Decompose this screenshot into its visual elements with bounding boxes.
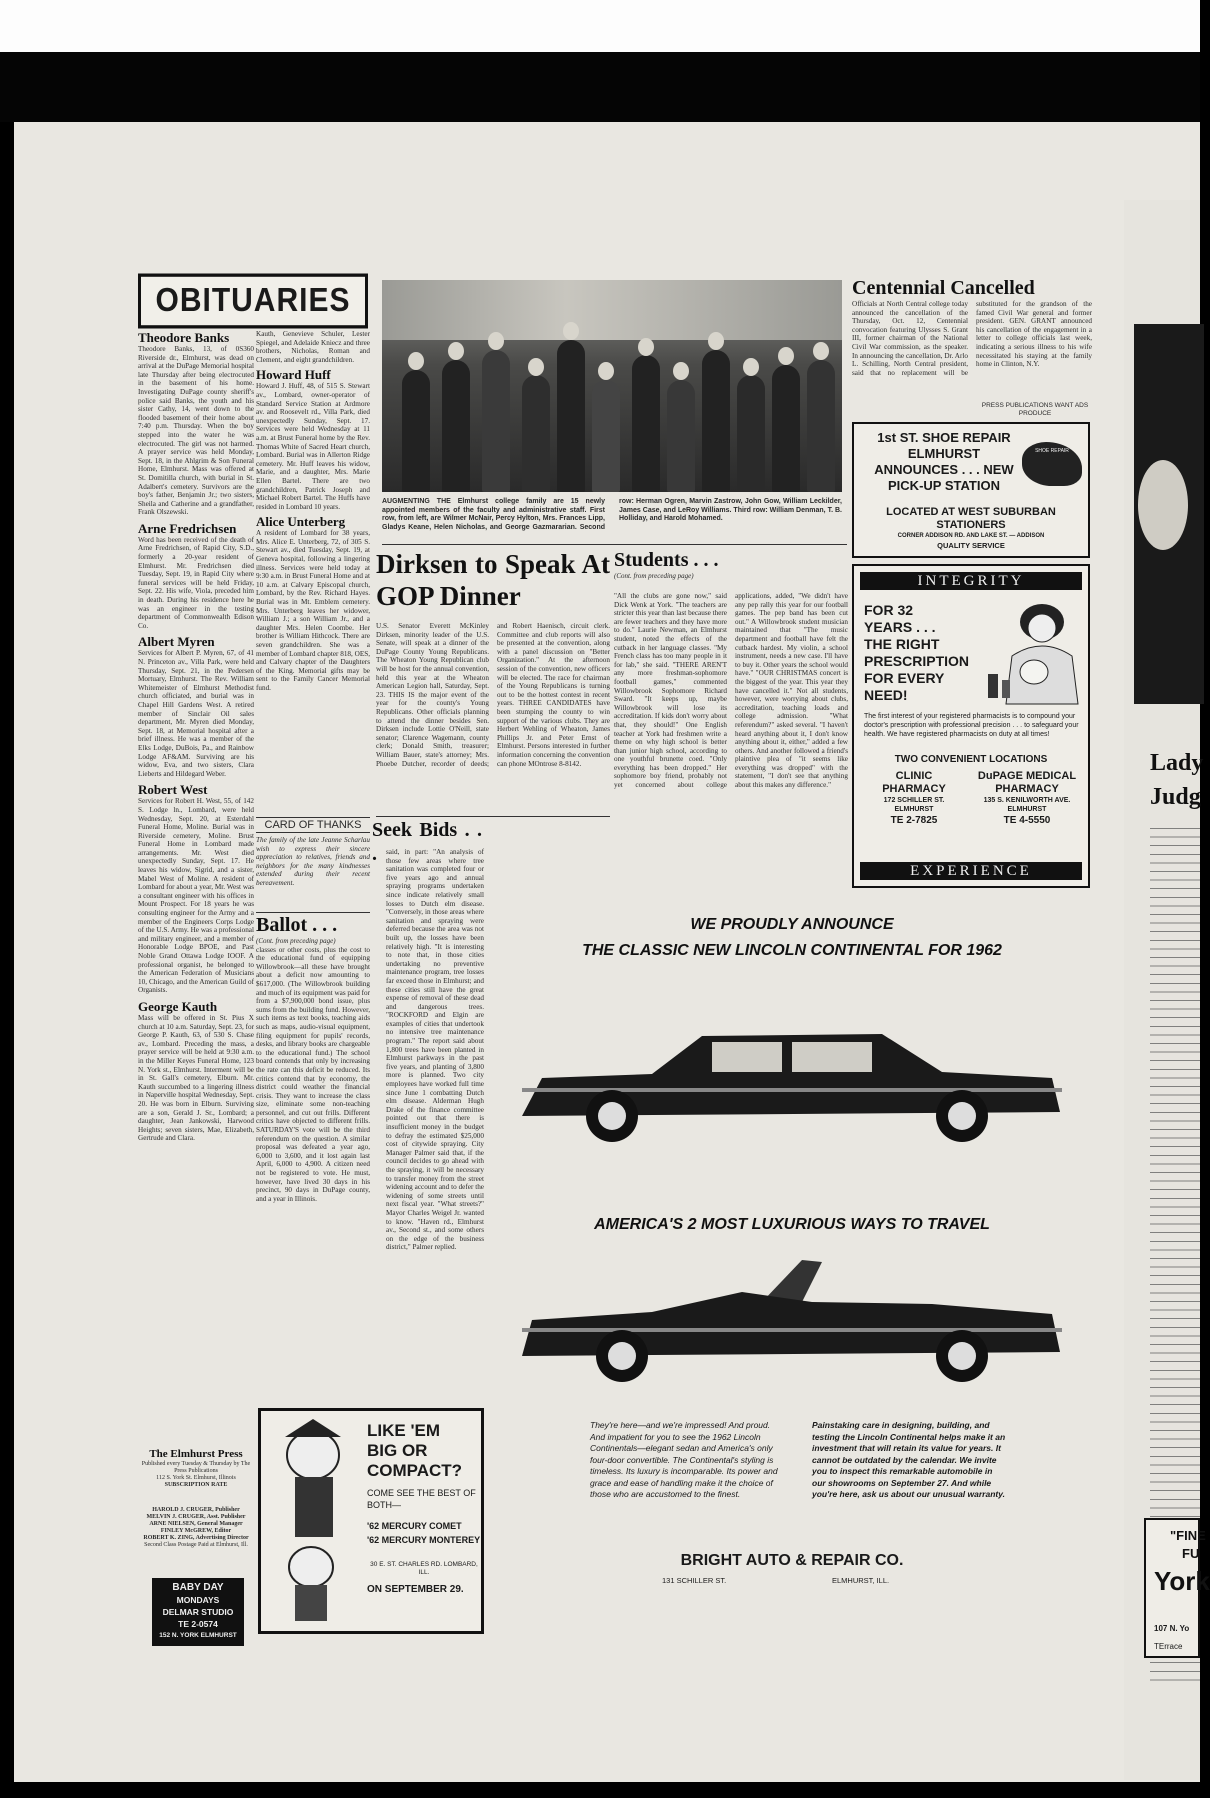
photo-face [598,362,614,380]
photo-person [702,350,730,492]
dirksen-headline-block [376,548,610,612]
obit-name-alice: Alice Unterberg [256,514,346,530]
faculty-photo [382,280,842,492]
photo-face [743,358,759,376]
ballot-cont: (Cont. from preceding page) [256,937,336,945]
mercury-ad-line2: BIG OR [367,1441,428,1460]
masthead-line2: 112 S. York St. Elmhurst, Illinois [156,1475,236,1481]
baby-day-address: 152 N. YORK ELMHURST [159,1632,237,1639]
photo-face [673,362,689,380]
seek-bids-article: said, in part: "An analysis of those few areas where tree sanitation was completed four or five years ago and annual spraying programs undertaken since indicate relatively small losses to Dutch elm disease. "Conversely, in those areas where sanitation and spraying were deferred because the area was not built up, the losses have been relatively high. "It is interesting to note that, in those cities undertaking no preventive maintenance program, tree losses far exceed those in Elmhurst; and these cities still have the great expense of removal of these dead and dangerous trees. "ROCKFORD and Elgin are examples of cities that undertook no intensive tree maintenance program." The report said about 1,800 trees have been planted in Elmhurst parkways in the past five years, and planting of 3,800 more is planned. Two city employees have worked full time since June 1 combatting Dutch elm disease. Alderman Hugh Drake of the finance committee pointed out that there is insufficient money in the budget to defray the estimated $25,000 cost of citywide spraying. City Manager Palmer said that, if the council decides to go ahead with the spraying, it will be necessary to transfer money from the street widening account and to defer the widening of some streets until next fiscal year. "What streets?" Mayor Charles Weigel Jr. wanted to know. "Haven rd., Elmhurst av., Second st., and some others on the edge of the business district," Palmer replied. [386,848,484,1252]
obit-text-howard: Howard J. Huff, 48, of 515 S. Stewart av., Lombard, owner-operator of Standard Service Station at Ardmore av. and Roosevelt rd., Villa Park, died unexpectedly Sunday, Sept. 17. Services were held Wednesday at 11 a.m. at Brust Funeral home by the Rev. Thomas White of Sacred Heart church, Lombard. Burial was in Allerton Ridge cemetery. Mr. Huff leaves his widow, Marie, and a daughter, Mrs. Marie Ellen Bartel. There are two grandchildren, Patrick Joseph and Michael Robert Bartel. The Huffs have resided in Lombard 10 years. [256,382,370,511]
photo-face [448,342,464,360]
shoe-ad-location: LOCATED AT WEST SUBURBAN STATIONERS [886,506,1056,531]
ballot-text: classes or other costs, plus the cost to the educational fund of equipping Willowbrook—all these have brought about a deficit now amounting to $617,000. (The Willowbrook building and much of its equipment was paid for from a $7,900,000 bond issue, plus sums from the building fund. However, such items as text books, teaching aids such as maps, audio-visual equipment, filing equipment for pupils' records, desks, and library books are chargeable to the educational fund.) The school board contends that only by increasing the rate can this deficit be reduced. Its critics contend that by economy, the district could weather the financial crisis. They want to increase the class size, eliminate some non-teaching personnel, and cut out frills. Different critics have objected to different frills. SATURDAY'S vote will be the third referendum on the question. A similar proposal was defeated a year ago, 6,000 to 3,600, and it lost again last April, 6,000 to 4,900. A citizen need not be registered to vote. He must, however, have lived 30 days in his precinct, 90 days in DuPage county, and a year in Illinois. [256,945,370,1203]
lincoln-convertible-icon [512,1252,1072,1382]
photo-face [638,338,654,356]
masthead-line1: Published every Tuesday & Thursday by The Press Publications [141,1461,251,1474]
obit-text-albert: Services for Albert P. Myren, 67, of 41 N. Princeton av., Villa Park, were held Thursday, Sept. 21, in the Pedersen Mortuary, Elmhurst. The Rev. William Whitemeister of Elmhurst Methodist church officiated, and burial was in Chapel Hill Gardens West. A retired member of Sinclair Oil sales department, Mr. Myren died Monday, Sept. 18, at Memorial hospital after a brief illness. He was a member of the Elks Lodge, DuBois, Pa., and Rainbow Lodge AF&AM. Surviving are his widow, Eva, and two sisters, Clara Lieberts and Hildegard Weber. [138,649,254,778]
photo-person [772,365,800,492]
mother-child-illustration-icon [982,596,1086,706]
obit-text-arne: Word has been received of the death of Arne Fredrichsen, of Rapid City, S.D., formerly a 20-year resident of Elmhurst. Mr. Fredrichsen died Tuesday, Sept. 19, in Rapid City where funeral services will be held Friday, Sept. 22. His wife, Viola, preceded him in death. During his residence here he was an engineer in the testing department of Commonwealth Edison Co. [138,535,254,630]
card-of-thanks-text: The family of the late Jeanne Scharlau wish to express their sincere appreciation to relatives, friends and neighbors for the many kindnesses extended during their recent bereavement. [256,836,370,887]
shoe-ad-quality: QUALITY SERVICE [937,541,1005,550]
masthead [138,1448,254,1578]
photo-face [528,358,544,376]
masthead-ad-director: ROBERT K. ZING, Advertising Director [143,1535,249,1541]
adjacent-photo-face [1138,460,1188,550]
seek-bids-headline: Seek Bids . . . [372,819,482,865]
lincoln-dealer-name: BRIGHT AUTO & REPAIR CO. [680,1552,904,1569]
pharmacy-locations: TWO CONVENIENT LOCATIONS [894,754,1048,765]
adjacent-ad-fine: "FINE [1170,1528,1206,1543]
centennial-article [852,276,1092,416]
lincoln-ad-left-text: They're here—and we're impressed! And proud. And impatient for you to see the 1962 Lincoln Continentals—elegant sedan and America's only four-door convertible. The Continental's styling is timeless. Its luxury is incomparable. Its power and grace and ease of handling make it the choice of those who are accustomed to the finest. [590,1420,778,1499]
dirksen-article: U.S. Senator Everett McKinley Dirksen, minority leader of the U.S. Senate, will speak at a dinner of the DuPage County Young Republicans. The Wheaton Young Republican club will be host for the annual convention, held this year at the Wheaton American Legion hall, Saturday, Sept. 23. THIS IS the major event of the year for the county's Young Republicans. Other officials planning to attend the dinner besides Sen. Dirksen include Lottie O'Neill, state senator; Clarence Wagemann, county clerk; Donald Smith, treasurer; William Bauer, state's attorney; Mrs. Phoebe Dutcher, recorder of deeds; and Robert Haenisch, circuit clerk. Committee and club reports will also be presented at the convention, along with a panel discussion on "Better Organization." At the afternoon session of the convention, new officers will be elected. The race for chairman of the Young Republicans is turning out to be the hottest contest in recent years. THREE CANDIDATES have been stumping the county to win support of the various clubs. They are Herbert Wehling of Wheaton, James Phillips Jr. and Peter Ernst of Elmhurst. Persons interested in further information concerning the convention can phone MOntrose 8-8142. [376,622,610,768]
shoe-ad-line4: PICK-UP STATION [888,478,1000,493]
clinic-pharmacy-city: ELMHURST [894,806,934,813]
mercury-ad-line3: COMPACT? [367,1461,463,1480]
photo-caption: AUGMENTING THE Elmhurst college family are 15 newly appointed members of the faculty and administrative staff. First row, from left, are Wilmer McNair, Percy Hylton, Mrs. Frances Lipp, Gladys Keane, Helen Nicholas, and George Gazmararian. Second row: Herman Ogren, Marvin Zastrow, John Gow, William Leckilder, James Case, and LeRoy Williams. Third row: William Denman, T. B. Holliday, and Harold Mohamed. [382,498,842,531]
photo-person [807,360,835,492]
adjacent-ad-york: York [1154,1566,1210,1596]
students-headline: Students . . . [614,549,719,571]
card-of-thanks [256,817,370,913]
lincoln-ad-right-text: Painstaking care in designing, building, and testing the Lincoln Continental helps make it an investment that will retain its value for years. It cannot be outdated by the calendar. We invite you to inspect this remarkable automobile in our showrooms on September 27. And while you're here, ask us about our unusual warranty. [812,1420,1006,1499]
mercury-ad-monterey: '62 MERCURY MONTEREY [367,1535,481,1545]
masthead-editor: FINLEY McGREW, Editor [160,1528,232,1534]
photo-person [522,375,550,492]
obit-name-albert: Albert Myren [138,634,215,650]
photo-person [592,380,620,492]
masthead-postage: Second Class Postage Paid at Elmhurst, Ill. [144,1542,248,1548]
pharmacy-line3: THE RIGHT [864,636,940,652]
scan-black-band [0,52,1200,122]
obituaries-banner-text: OBITUARIES [155,282,351,319]
baby-day-line2: MONDAYS [176,1595,220,1605]
baby-day-phone: TE 2-0574 [178,1619,218,1629]
obit-text-kauth-cont: Kauth, Genevieve Schuler, Lester Spiegel, and Adelaide Kniecz and three brothers, Nicholas, Roman and Clement, and eight grandchildren. [256,330,370,364]
adjacent-ad-phone: TErrace [1154,1642,1183,1651]
pharmacy-integrity-banner: INTEGRITY [860,572,1082,590]
shoe-repair-ad [852,422,1090,558]
photo-face [813,342,829,360]
cartoon-kids-illustration-icon [265,1417,361,1623]
dupage-pharmacy-name: DuPAGE MEDICAL PHARMACY [977,770,1077,795]
masthead-publisher: HAROLD J. CRUGER, Publisher [152,1507,240,1513]
students-cont: (Cont. from preceding page) [614,572,694,580]
photo-face [563,322,579,340]
lincoln-ad-line3: AMERICA'S 2 MOST LUXURIOUS WAYS TO TRAVEL [594,1216,990,1233]
ballot-headline: Ballot . . . [256,912,370,937]
masthead-asst-publisher: MELVIN J. CRUGER, Asst. Publisher [146,1514,246,1520]
photo-person [667,380,695,492]
photo-person [632,355,660,492]
pharmacy-body: The first interest of your registered pharmacists is to compound your doctor's prescription with professional precision . . . to safeguard your health. We have registered pharmacists on duty at all times! [864,713,1079,738]
adjacent-ad-fu: FU [1182,1546,1200,1561]
shoe-badge: SHOE REPAIR [1035,448,1069,454]
lincoln-sedan-icon [512,1016,1072,1146]
centennial-text: Officials at North Central college today announced the cancellation of the Thursday, Oct. 12, Centennial convocation featuring Ulysses S. Grant III, former chairman of the National Civil War commission, as the speaker. In announcing the cancellation, Dr. Arlo L. Schilling, North Central president, said that no replacement will be substituted for the grandson of the famed Civil War general and former president. GEN. GRANT announced his cancellation of the engagement in a letter to college officials last week, indicating a serious illness to his wife necessitated his staying at the family home in Clinton, N.Y. [852,300,1092,377]
dupage-pharmacy-addr: 135 S. KENILWORTH AVE. [983,797,1071,804]
clinic-pharmacy-name: CLINIC PHARMACY [882,770,946,795]
photo-person [402,370,430,492]
shoe-ad-corner: CORNER ADDISON RD. AND LAKE ST. — ADDISON [897,533,1045,539]
dupage-pharmacy-city: ELMHURST [1007,806,1047,813]
pharmacy-line6: NEED! [864,687,908,703]
rule [382,544,847,545]
masthead-manager: ARNE NIELSEN, General Manager [149,1521,243,1527]
shoe-ad-line2: ELMHURST [907,446,981,461]
mercury-ad-line1: LIKE 'EM [367,1421,440,1440]
obituaries-banner [138,274,368,329]
photo-face [488,332,504,350]
obit-name-howard: Howard Huff [256,367,331,383]
photo-background-building [382,280,842,340]
mercury-ad [258,1408,484,1634]
lincoln-ad-line2: THE CLASSIC NEW LINCOLN CONTINENTAL FOR 1962 [582,942,1002,959]
clinic-pharmacy-addr: 172 SCHILLER ST. [883,797,945,804]
baby-day-ad [152,1578,244,1646]
ballot-article [256,912,370,1410]
adjacent-headline-lady: Lady [1150,750,1204,776]
lincoln-dealer-city: ELMHURST, ILL. [832,1576,890,1585]
mercury-ad-comet: '62 MERCURY COMET [367,1521,462,1531]
mercury-ad-address: 30 E. ST. CHARLES RD. LOMBARD, ILL. [370,1561,478,1576]
rule [376,816,610,817]
photo-person [557,340,585,492]
card-of-thanks-title: CARD OF THANKS [256,817,370,833]
lincoln-ad-line1: WE PROUDLY ANNOUNCE [690,916,894,933]
press-want-ads: PRESS PUBLICATIONS WANT ADS PRODUCE [981,402,1089,417]
adjacent-page-strip [1124,200,1210,1780]
obit-name-theodore: Theodore Banks [138,330,230,345]
obit-text-robert: Services for Robert H. West, 55, of 142 S. Lodge ln., Lombard, were held Wednesday, Sept. 20, at Esterdahl Funeral Home, Moline. Burial was in Riverside cemetery, Moline. Brust Funeral Home in Lombard made arrangements. Mr. West died unexpectedly Sunday, Sept. 17. He leaves his widow, Sigrid, and a sister, Mabel West of Moline. A resident of Lombard for about a year, Mr. West was a consultant engineer with his offices in Mount Prospect. For 18 years he was consulting engineer for the Army and a member of the Engineers Corps Lodge of the U.S. Army. He was a professional and military engineer, and a member of Honorable Lodge BPOE, and Past Noble Grand Ottawa Lodge IOOF. A professional organist, he belonged to the American Federation of Musicians 10, Chicago, and the American Guild of Organists. [138,797,254,995]
dupage-pharmacy-phone: TE 4-5550 [1003,815,1051,826]
masthead-title: The Elmhurst Press [149,1448,243,1460]
pharmacy-line1: FOR 32 [864,602,914,618]
photo-person [737,375,765,492]
shoe-icon [1022,442,1082,486]
adjacent-ad-address: 107 N. Yo [1154,1624,1190,1633]
obit-text-theodore: Theodore Banks, 13, of 0S360 Riverside dr., Elmhurst, was dead on arrival at the DuPage Memorial hospital late Thursday after being electrocuted in the basement of his home. Investigating DuPage county sheriff's police said Banks, the youth and his sister Cathy, 14, went down to the flooded basement of their home about 7:40 p.m. Thursday. When the boy stepped into the water he was electrocuted. The girl was not harmed. A prayer service was held Monday, Sept. 18, in the Ahlgrim & Son Funeral Home, Elmhurst. Mass was offered at St. Domitilla church, with burial in St. Adalbert's cemetery. Survivors are the boy's father, Benjamin Jr.; two sisters, Sheila and Catherine and a grandfather, Frank Olszewski. [138,345,254,517]
obit-name-arne: Arne Fredrichsen [138,520,237,536]
pharmacy-ad [852,564,1090,888]
photo-person [442,360,470,492]
masthead-subscription: SUBSCRIPTION RATE [164,1482,228,1488]
photo-face [408,352,424,370]
shoe-ad-line1: 1st ST. SHOE REPAIR [877,430,1011,445]
scan-top-margin [0,0,1200,52]
obituaries-column-left [138,330,254,1405]
students-text: "All the clubs are gone now," said Dick Wenk at York. "The teachers are stricter this year than last because there are fewer teachers and they have more to do." Laurie Newman, an Elmhurst student, noted the effects of the cutback in her language classes. "My French class has too many people in it for lab," she said. "THERE AREN'T any more freshman-sophomore football games," commented Willowbrook Sophomore Richard Sward. "It keeps up, maybe Willowbrook will lose its accreditation. If kids don't worry about that, they should!" One English teacher at York had freshmen write a theme on why high school is better than junior high school, according to one youthful brunette coed. "Only everything has been dropped." Her sophomore boy friend, probably not yet concerned about college applications, added, "We didn't have any pep rally this year for our football games. The pep band has been cut out." A Willowbrook student musician maintained that "The music department and football have felt the cutback hardest. My violin, a school instrument, needs a new case. I'll have to buy it. Other years the school would have." "OUR CHRISTMAS concert is the biggest of the year. This year they have cancelled it." Not all students, however, were worrying about clubs, accreditation, teaching loads and college admission. "What referendum?" asked several. "I haven't heard anything about it, I don't know anything about it, either," added a few others. And another followed a friend's plaintive plea of "it seems like everything was dropped" with the statement, "I don't see that anything about this makes any difference." [614,592,848,790]
pharmacy-line4: PRESCRIPTION [864,653,970,669]
adjacent-ad-box [1144,1518,1210,1658]
dirksen-headline: Dirksen to Speak At GOP Dinner [376,549,610,611]
seek-bids-headline-block [372,818,482,865]
photo-face [708,332,724,350]
obit-text-alice: A resident of Lombard for 38 years, Mrs. Alice E. Unterberg, 72, of 305 S. Stewart av., died Tuesday, Sept. 19, at Geneva hospital, following a lingering illness. Services were held today at 9:30 a.m. in Brust Funeral Home and at 10 a.m. at Calvary Episcopal church, Lombard, by the Rev. Richard Hayes. Burial was in Mt. Emblem cemetery. Mrs. Unterberg leaves her widower, William J.; a son William Jr., and a daughter Mrs. Helen Coombe. Her brother is William Hithcock. There are seven grandchildren. She was a member of Lombard chapter 818, OES, and Calvary chapter of the Daughters of the King. Memorial gifts may be sent to the Family Cancer Memorial fund. [256,529,370,692]
baby-day-line1: BABY DAY [172,1582,224,1593]
obit-text-george: Mass will be offered in St. Pius X church at 10 a.m. Saturday, Sept. 23, for George P. Kauth, 63, of 530 S. Chase av., Lombard. Preceding the mass, a prayer service will be held at 9:30 a.m. in the Miller Keyes Funeral Home, 123 N. York st., Elmhurst. Interment will be in St. Gall's cemetery, Elburn. Mr. Kauth succumbed to a lingering illness in Naperville hospital Wednesday, Sept. 20. He was born in Elburn. Surviving are a son, Gerald J. Sr., Lombard; a daughter, Jean Jankowski, Harwood Heights; seven sisters, Mae, Elizabeth, Gertrude and Clara. [138,1013,254,1143]
centennial-headline: Centennial Cancelled [852,277,1035,299]
obituaries-column-right [256,330,370,815]
lincoln-dealer-address: 131 SCHILLER ST. [662,1576,727,1585]
photo-person [482,350,510,492]
pharmacy-line5: FOR EVERY [864,670,945,686]
photo-face [778,347,794,365]
mercury-ad-line4: COME SEE THE BEST OF BOTH— [367,1488,476,1510]
pharmacy-experience-banner: EXPERIENCE [860,862,1082,880]
baby-day-line3: DELMAR STUDIO [162,1607,234,1617]
lincoln-continental-ad [492,900,1092,1600]
adjacent-headline-judge: Judg [1150,784,1201,810]
mercury-ad-date: ON SEPTEMBER 29. [367,1584,464,1595]
obit-name-george: George Kauth [138,998,218,1014]
clinic-pharmacy-phone: TE 2-7825 [890,815,938,826]
shoe-ad-line3: ANNOUNCES . . . NEW [874,462,1014,477]
obit-name-robert: Robert West [138,782,208,798]
pharmacy-line2: YEARS . . . [864,619,936,635]
